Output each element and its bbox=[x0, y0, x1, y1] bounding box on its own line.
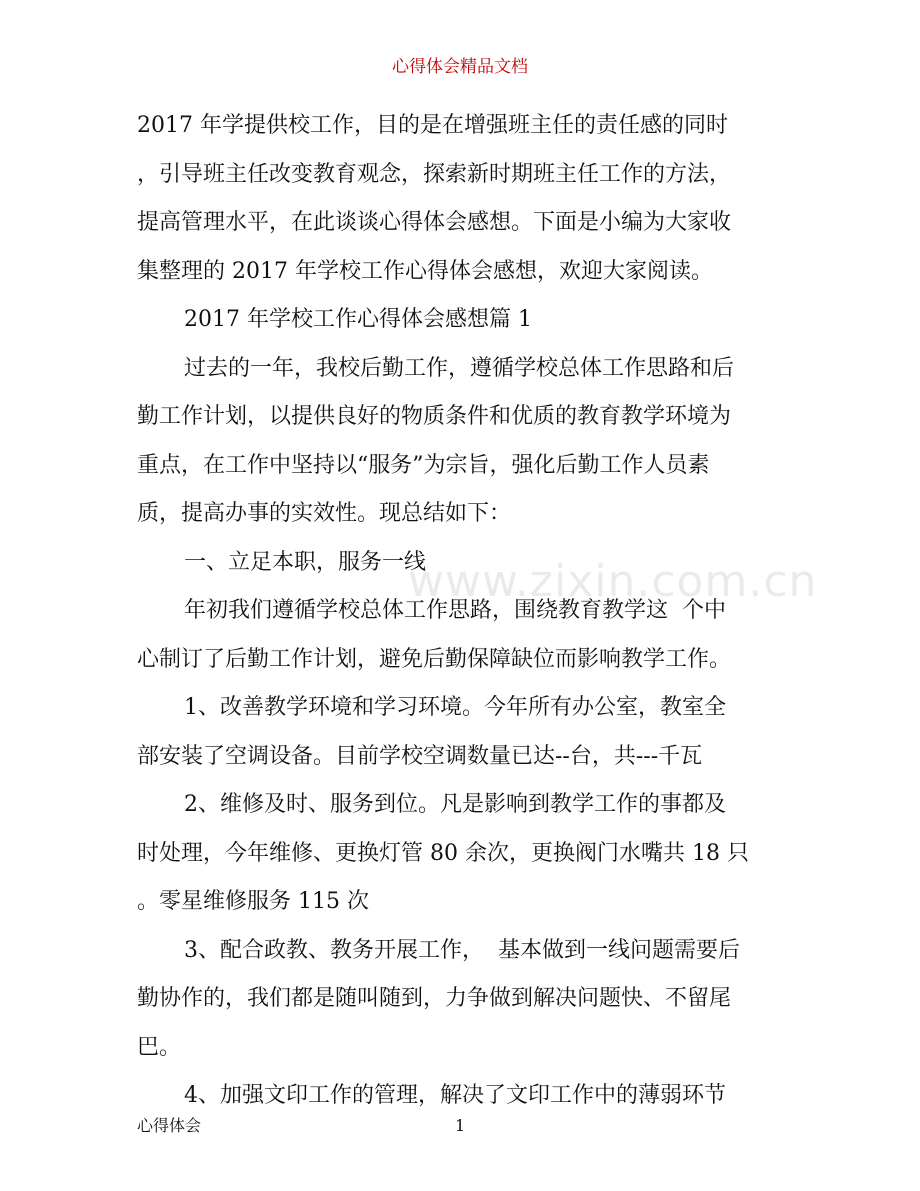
text-line-11: 年初我们遵循学校总体工作思路，围绕教育教学这 个中 bbox=[184, 598, 726, 623]
text-line-8: 重点，在工作中坚持以“服务”为宗旨，强化后勤工作人员素 bbox=[137, 452, 710, 478]
text-line-9: 质，提高办事的实效性。现总结如下： bbox=[137, 501, 512, 526]
document-body bbox=[137, 102, 787, 1121]
text-line-19: 勤协作的，我们都是随叫随到，力争做到解决问题快、不留尾 bbox=[137, 986, 732, 1011]
text-line-21: 4、加强文印工作的管理，解决了文印工作中的薄弱环节 bbox=[184, 1083, 726, 1108]
text-line-7: 勤工作计划，以提供良好的物质条件和优质的教育教学环境为 bbox=[137, 404, 732, 429]
text-line-6: 过去的一年，我校后勤工作，遵循学校总体工作思路和后 bbox=[184, 355, 735, 381]
section-heading: 2017 年学校工作心得体会感想篇 1 bbox=[184, 307, 532, 332]
text-line-15: 2、维修及时、服务到位。凡是影响到教学工作的事都及 bbox=[184, 792, 726, 817]
text-line-12: 心制订了后勤工作计划，避免后勤保障缺位而影响教学工作。 bbox=[137, 646, 732, 672]
text-line-4: 集整理的 2017 年学校工作心得体会感想，欢迎大家阅读。 bbox=[137, 258, 713, 284]
text-line-2: ，引导班主任改变教育观念，探索新时期班主任工作的方法， bbox=[137, 161, 732, 187]
text-line-20: 巴。 bbox=[137, 1034, 182, 1060]
subheading-line: 一、立足本职，服务一线 bbox=[184, 549, 427, 575]
text-line-1: 2017 年学提供校工作，目的是在增强班主任的责任感的同时 bbox=[137, 113, 728, 138]
text-line-14: 部安装了空调设备。目前学校空调数量已达--台，共---千瓦 bbox=[137, 743, 703, 769]
footer-label: 心得体会 bbox=[137, 1116, 202, 1135]
text-line-18: 3、配合政教、教务开展工作， 基本做到一线问题需要后 bbox=[184, 937, 740, 963]
text-line-3: 提高管理水平，在此谈谈心得体会感想。下面是小编为大家收 bbox=[137, 210, 732, 235]
text-line-13: 1、改善教学环境和学习环境。今年所有办公室，教室全 bbox=[184, 695, 726, 720]
page-number: 1 bbox=[455, 1116, 466, 1135]
text-line-16: 时处理，今年维修、更换灯管 80 余次，更换阀门水嘴共 18 只 bbox=[137, 840, 749, 866]
document-header-title: 心得体会精品文档 bbox=[392, 57, 528, 77]
watermark: www.zixin.com.cn bbox=[408, 556, 818, 607]
text-line-17: 。零星维修服务 115 次 bbox=[137, 889, 369, 914]
